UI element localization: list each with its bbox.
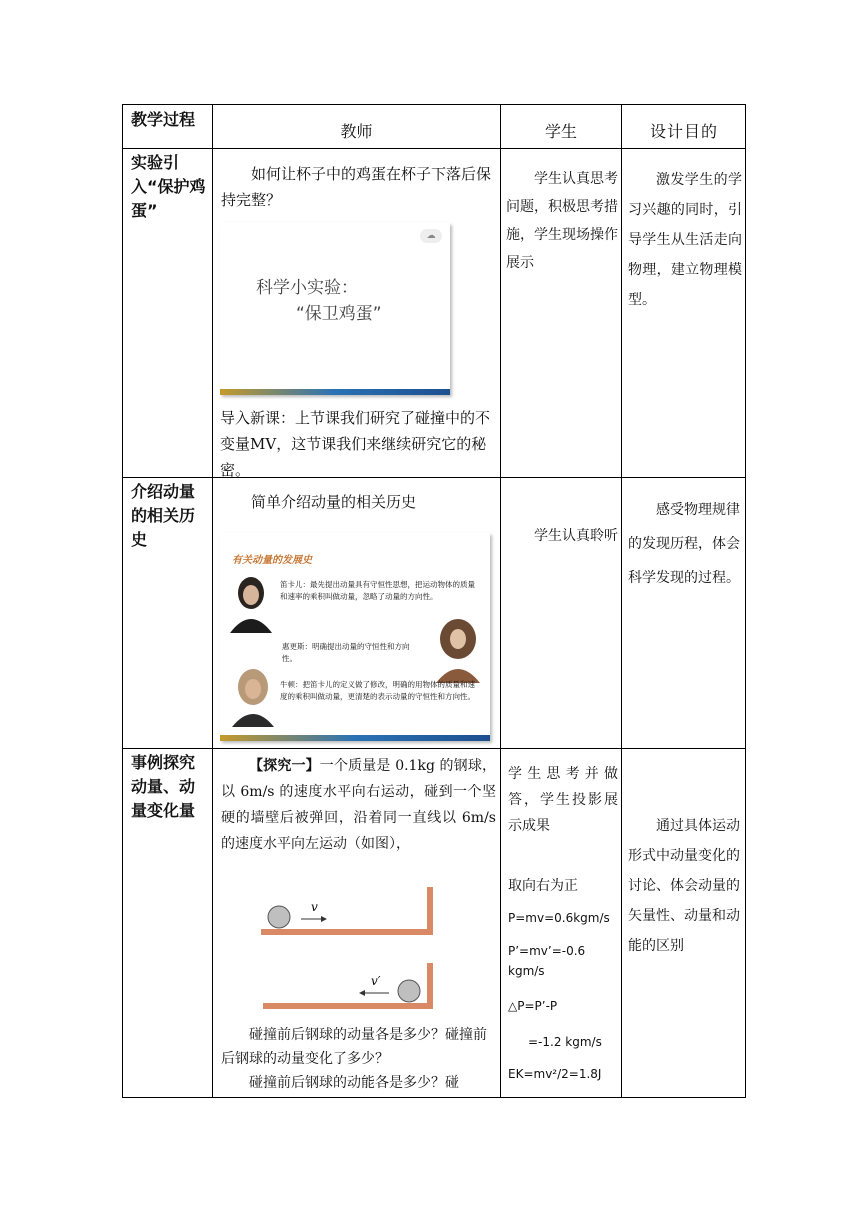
velocity-label: v [311, 900, 318, 914]
column-divider [500, 105, 501, 1097]
momentum-after: P’=mv’=-0.6 kgm/s [508, 944, 586, 978]
row-divider [123, 748, 745, 749]
lesson-plan-table [122, 104, 746, 1098]
teacher-intro: 导入新课：上节课我们研究了碰撞中的不变量MV，这节课我们来继续研究它的秘密。 [220, 409, 491, 479]
slide-momentum-history [220, 533, 490, 741]
explore-problem [221, 753, 496, 857]
explore-text: 一个质量是 0.1kg 的钢球，以 6m/s 的速度水平向右运动，碰到一个坚硬的墙壁后被弹回，沿着同一直线以 6m/s 的速度水平向左运动（如图）， [221, 758, 496, 852]
question-kinetic: 碰撞前后钢球的动能各是多少？碰 [249, 1075, 459, 1091]
slide-stripe [220, 735, 490, 741]
slide-stripe [220, 389, 450, 395]
design-purpose: 通过具体运动形式中动量变化的讨论、体会动量的矢量性、动量和动能的区别 [628, 818, 740, 954]
student-activity: 学生认真思考问题，积极思考措施，学生现场操作展示 [506, 171, 618, 271]
cloud-icon: ☁ [420, 229, 442, 243]
header-process: 教学过程 [131, 110, 196, 129]
row-divider [123, 148, 745, 149]
teacher-history: 简单介绍动量的相关历史 [251, 493, 417, 511]
header-teacher: 教师 [340, 122, 373, 141]
kinetic-energy: EK=mv²/2=1.8J [508, 1067, 602, 1081]
stage-label: 事例探究动量、动量变化量 [131, 753, 196, 820]
teacher-question: 如何让杯子中的鸡蛋在杯子下落后保持完整？ [221, 165, 492, 209]
newton-text: 牛顿：把笛卡儿的定义做了修改，明确的用物体的质量和速度的乘积叫做动量，更清楚的表示动量的守恒性和方向性。 [280, 680, 475, 701]
stage-label: 介绍动量的相关历史 [131, 482, 196, 549]
stage-label: 实验引入“保护鸡蛋” [131, 153, 206, 220]
newton-portrait [230, 665, 276, 727]
header-student: 学生 [544, 122, 577, 141]
slide-line2: “保卫鸡蛋” [296, 304, 382, 324]
question-momentum: 碰撞前后钢球的动量各是多少？碰撞前后钢球的动量变化了多少？ [221, 1027, 487, 1067]
slide-egg-experiment [220, 223, 450, 395]
column-divider [212, 105, 213, 1097]
slide-line1: 科学小实验： [256, 278, 358, 298]
huygens-text: 惠更斯：明确提出动量的守恒性和方向性。 [282, 642, 410, 663]
student-answer: 学生思考并做答，学生投影展示成果 [508, 766, 618, 834]
design-purpose: 激发学生的学习兴趣的同时，引导学生从生活走向物理，建立物理模型。 [628, 172, 742, 308]
descartes-text: 笛卡儿：最先提出动量具有守恒性思想，把运动物体的质量和速率的乘积叫做动量，忽略了动量的方向性。 [280, 580, 475, 601]
header-purpose: 设计目的 [649, 122, 718, 141]
column-divider [621, 105, 622, 1097]
student-activity: 学生认真聆听 [534, 528, 618, 544]
descartes-portrait [228, 573, 274, 633]
huygens-portrait [432, 615, 484, 683]
ball-wall-figure [253, 885, 443, 1015]
momentum-change-value: =-1.2 kgm/s [528, 1035, 602, 1049]
momentum-before: P=mv=0.6kgm/s [508, 911, 610, 925]
momentum-change: △P=P’-P [508, 999, 558, 1013]
slide-title: 有关动量的发展史 [232, 555, 312, 566]
explore-label: 【探究一】 [249, 758, 320, 774]
velocity-prime-label: v′ [371, 974, 381, 988]
design-purpose: 感受物理规律的发现历程，体会科学发现的过程。 [628, 502, 740, 586]
direction-text: 取向右为正 [508, 878, 578, 894]
